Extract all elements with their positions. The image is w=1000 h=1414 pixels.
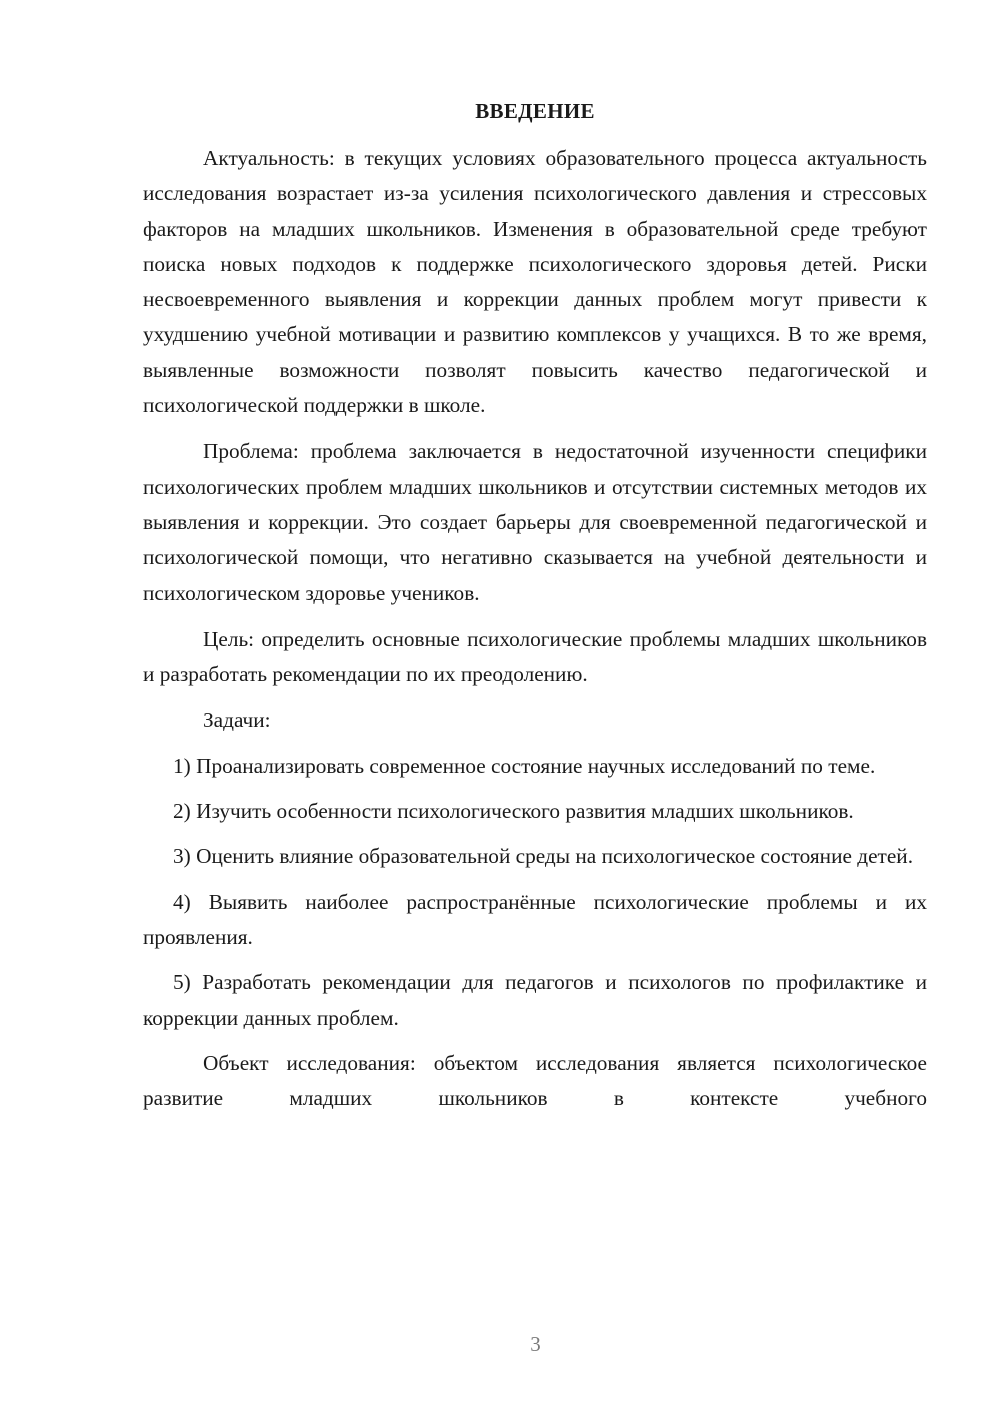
task-item-2: 2) Изучить особенности психологического развития младших школьников. xyxy=(173,799,854,824)
task-item-1: 1) Проанализировать современное состояние научных исследований по теме. xyxy=(173,753,876,778)
page-number: 3 xyxy=(530,1332,541,1356)
paragraph-relevance: Актуальность: в текущих условиях образовательного процесса актуальность исследования возрастает из-за усиления психологического давления и стрессовых факторов на младших школьников. Изменения в образовательной среде требуют поиска новых подходов к поддержке психологического здоровья детей. Риски несвоевременного выявления и коррекции данных проблем могут привести к ухудшению учебной мотивации и развитию комплексов у учащихся. В то же время, выявленные возможности позволят повысить качество педагогической и психологической поддержки в школе. xyxy=(143,146,927,418)
task-item-4: 4) Выявить наиболее распространённые психологические проблемы и их проявления. xyxy=(143,889,927,949)
tasks-label: Задачи: xyxy=(203,708,271,733)
section-heading: ВВЕДЕНИЕ xyxy=(475,99,595,123)
document-page xyxy=(143,94,927,1116)
task-item-5: 5) Разработать рекомендации для педагогов и психологов по профилактике и коррекции данных проблем. xyxy=(143,970,927,1030)
task-item-3: 3) Оценить влияние образовательной среды на психологическое состояние детей. xyxy=(173,844,914,869)
paragraph-problem: Проблема: проблема заключается в недостаточной изученности специфики психологических проблем младших школьников и отсутствии системных методов их выявления и коррекции. Это создает барьеры для своевременной педагогической и психологической помощи, что негативно сказывается на учебной деятельности и психологическом здоровье учеников. xyxy=(143,439,927,605)
paragraph-goal: Цель: определить основные психологические проблемы младших школьников и разработать рекомендации по их преодолению. xyxy=(143,626,927,687)
paragraph-object: Объект исследования: объектом исследования является психологическое развитие младших школьников в контексте учебного xyxy=(143,1050,927,1111)
